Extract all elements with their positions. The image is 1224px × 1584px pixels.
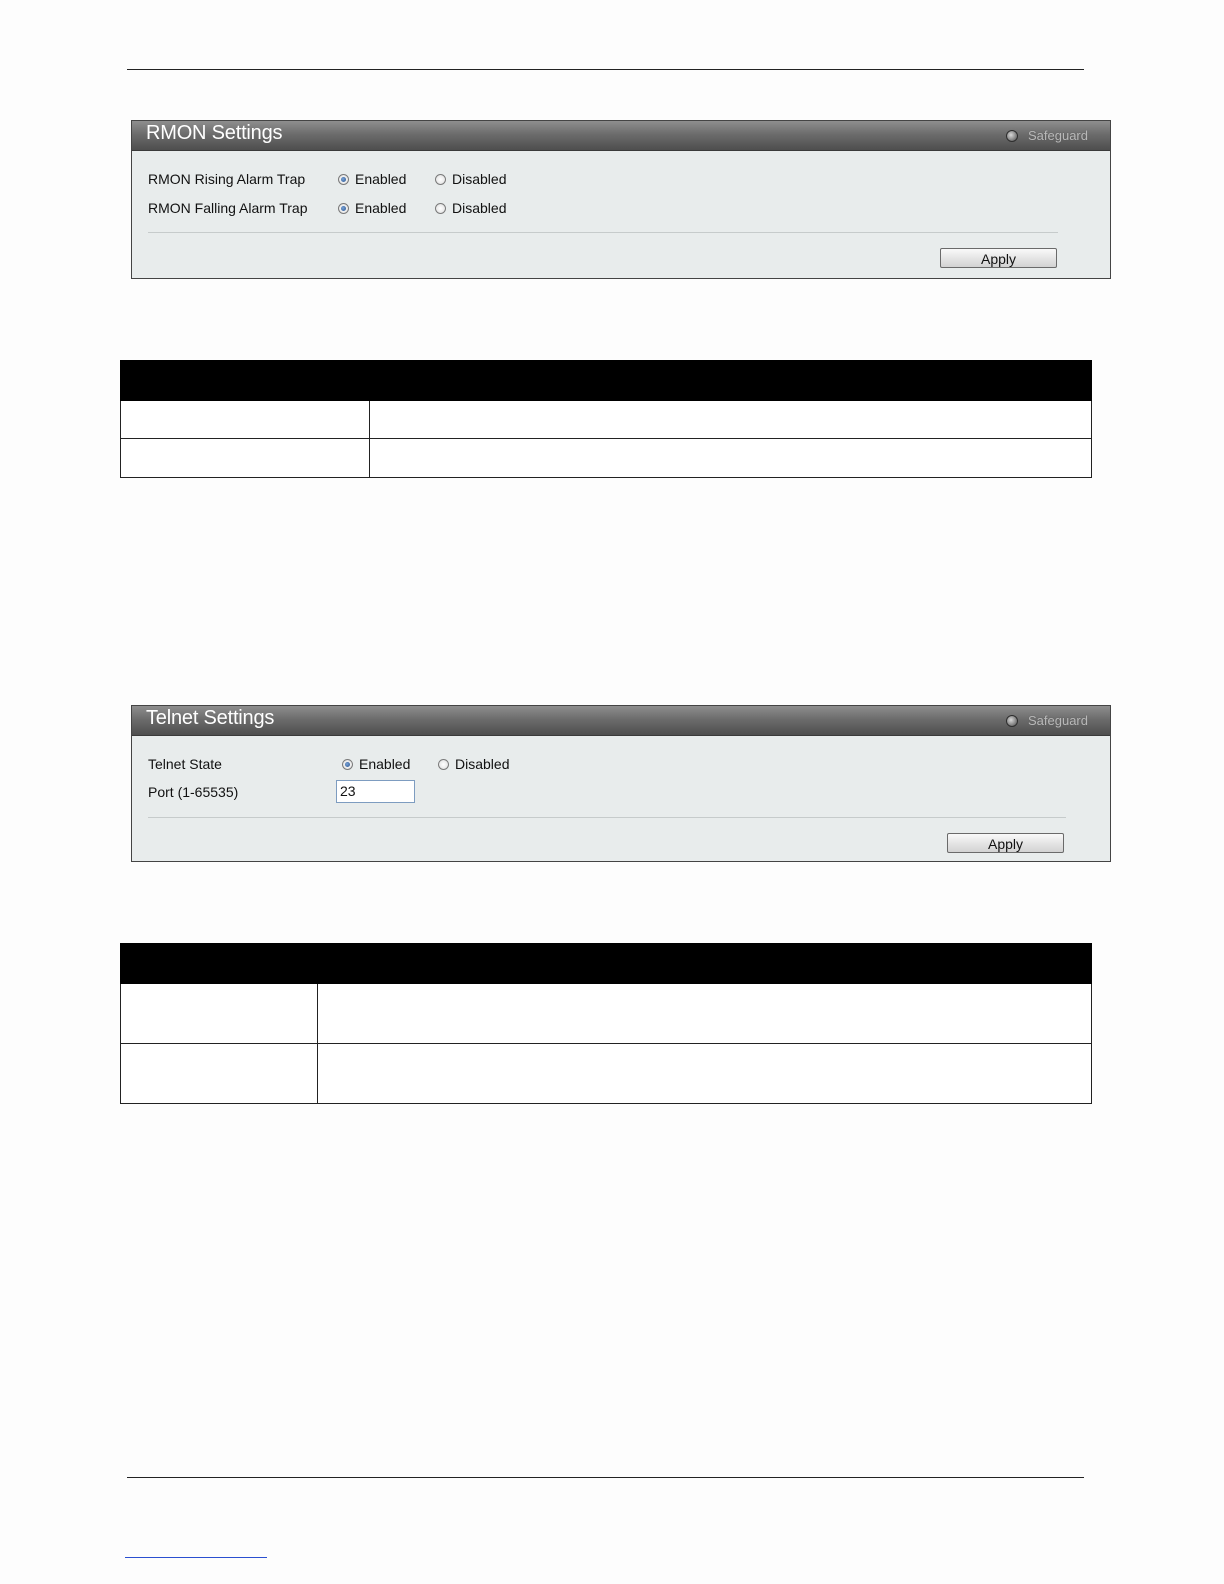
panel-title: RMON Settings bbox=[146, 122, 283, 144]
rmon-settings-panel bbox=[131, 120, 1111, 279]
parameter-cell bbox=[121, 401, 370, 439]
description-cell bbox=[370, 401, 1092, 439]
safeguard-icon bbox=[1006, 130, 1018, 142]
telnet-disabled-radio[interactable]: Disabled bbox=[438, 756, 509, 772]
table-header-row bbox=[121, 944, 1092, 984]
divider bbox=[148, 232, 1058, 233]
parameter-cell bbox=[121, 439, 370, 478]
rising-disabled-radio[interactable]: Disabled bbox=[435, 171, 506, 187]
rmon-apply-button[interactable]: Apply bbox=[940, 248, 1057, 268]
description-cell bbox=[318, 984, 1092, 1044]
radio-selected-icon[interactable] bbox=[338, 174, 349, 185]
header-rule bbox=[127, 69, 1084, 70]
table-row bbox=[121, 1044, 1092, 1104]
description-cell bbox=[318, 1044, 1092, 1104]
telnet-parameter-table bbox=[120, 943, 1092, 1104]
rising-enabled-radio[interactable]: Enabled bbox=[338, 171, 406, 187]
safeguard-label: Safeguard bbox=[1028, 128, 1088, 143]
table-row bbox=[121, 439, 1092, 478]
divider bbox=[148, 817, 1066, 818]
parameter-cell bbox=[121, 984, 318, 1044]
falling-enabled-radio[interactable]: Enabled bbox=[338, 200, 406, 216]
radio-selected-icon[interactable] bbox=[342, 759, 353, 770]
rmon-parameter-table bbox=[120, 360, 1092, 478]
port-label: Port (1-65535) bbox=[148, 784, 239, 800]
table-row bbox=[121, 401, 1092, 439]
telnet-settings-panel bbox=[131, 705, 1111, 862]
radio-unselected-icon[interactable] bbox=[438, 759, 449, 770]
rising-alarm-trap-label: RMON Rising Alarm Trap bbox=[148, 171, 306, 187]
safeguard-icon bbox=[1006, 715, 1018, 727]
description-header bbox=[318, 944, 1092, 984]
footer-link-underline[interactable] bbox=[125, 1557, 267, 1558]
panel-header bbox=[132, 121, 1110, 151]
parameter-header bbox=[121, 944, 318, 984]
safeguard-label: Safeguard bbox=[1028, 713, 1088, 728]
parameter-header bbox=[121, 361, 370, 401]
telnet-enabled-radio[interactable]: Enabled bbox=[342, 756, 410, 772]
parameter-cell bbox=[121, 1044, 318, 1104]
port-input[interactable]: 23 bbox=[336, 780, 415, 803]
radio-unselected-icon[interactable] bbox=[435, 203, 446, 214]
safeguard-indicator bbox=[1006, 128, 1088, 143]
panel-title: Telnet Settings bbox=[146, 707, 275, 729]
radio-selected-icon[interactable] bbox=[338, 203, 349, 214]
radio-unselected-icon[interactable] bbox=[435, 174, 446, 185]
panel-header bbox=[132, 706, 1110, 736]
falling-alarm-trap-label: RMON Falling Alarm Trap bbox=[148, 200, 308, 216]
footer-rule bbox=[127, 1477, 1084, 1478]
telnet-state-label: Telnet State bbox=[148, 756, 222, 772]
table-header-row bbox=[121, 361, 1092, 401]
falling-disabled-radio[interactable]: Disabled bbox=[435, 200, 506, 216]
telnet-apply-button[interactable]: Apply bbox=[947, 833, 1064, 853]
table-row bbox=[121, 984, 1092, 1044]
description-header bbox=[370, 361, 1092, 401]
description-cell bbox=[370, 439, 1092, 478]
safeguard-indicator bbox=[1006, 713, 1088, 728]
